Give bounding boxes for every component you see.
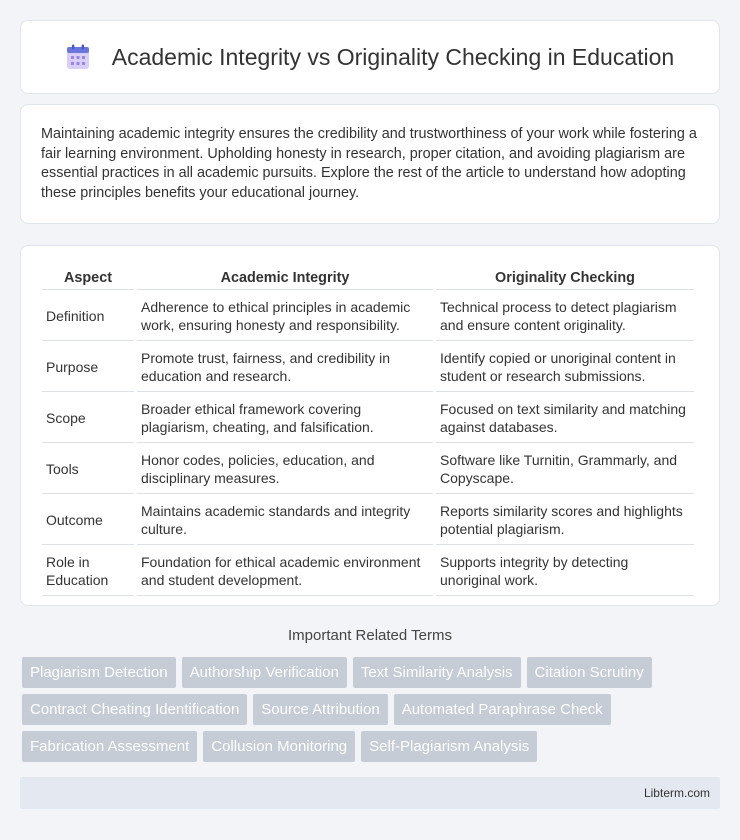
row-academic-integrity: Honor codes, policies, education, and disciplinary measures. — [137, 445, 433, 494]
tag-automated-paraphrase-check[interactable]: Automated Paraphrase Check — [394, 694, 611, 725]
table-header-row — [42, 268, 694, 290]
comparison-table — [39, 266, 697, 598]
tag-text-similarity-analysis[interactable]: Text Similarity Analysis — [353, 657, 521, 688]
intro-card — [20, 104, 720, 224]
table-row — [42, 343, 694, 392]
row-aspect: Scope — [42, 394, 134, 443]
table-row — [42, 394, 694, 443]
header-aspect: Aspect — [42, 268, 134, 290]
tag-row — [22, 694, 722, 725]
row-aspect: Outcome — [42, 496, 134, 545]
calendar-icon — [66, 44, 90, 70]
table-row — [42, 496, 694, 545]
row-originality-checking: Supports integrity by detecting unoriginal work. — [436, 547, 694, 596]
tag-row — [22, 731, 722, 762]
tag-self-plagiarism-analysis[interactable]: Self-Plagiarism Analysis — [361, 731, 537, 762]
tag-row — [22, 657, 722, 688]
row-originality-checking: Identify copied or unoriginal content in student or research submissions. — [436, 343, 694, 392]
row-aspect: Tools — [42, 445, 134, 494]
footer-site-link[interactable]: Libterm.com — [643, 786, 710, 800]
row-academic-integrity: Broader ethical framework covering plagiarism, cheating, and falsification. — [137, 394, 433, 443]
tag-collusion-monitoring[interactable]: Collusion Monitoring — [203, 731, 355, 762]
related-terms-tags — [22, 657, 722, 768]
header-originality-checking: Originality Checking — [436, 268, 694, 290]
tag-fabrication-assessment[interactable]: Fabrication Assessment — [22, 731, 197, 762]
row-originality-checking: Reports similarity scores and highlights potential plagiarism. — [436, 496, 694, 545]
title-wrap — [66, 44, 674, 71]
header-academic-integrity: Academic Integrity — [137, 268, 433, 290]
row-originality-checking: Technical process to detect plagiarism and ensure content originality. — [436, 292, 694, 341]
row-academic-integrity: Maintains academic standards and integrity culture. — [137, 496, 433, 545]
intro-paragraph: Maintaining academic integrity ensures the credibility and trustworthiness of your work while fostering a fair learning environment. Upholding honesty in research, proper citation, and avoiding plagiarism are essential practices in all academic pursuits. Explore the rest of the article to understand how adopting these principles benefits your educational journey. — [41, 126, 697, 201]
row-aspect: Purpose — [42, 343, 134, 392]
row-academic-integrity: Foundation for ethical academic environment and student development. — [137, 547, 433, 596]
page-title: Academic Integrity vs Originality Checking in Education — [111, 43, 675, 70]
row-aspect: Role in Education — [42, 547, 134, 596]
tag-source-attribution[interactable]: Source Attribution — [253, 694, 387, 725]
row-academic-integrity: Promote trust, fairness, and credibility in education and research. — [137, 343, 433, 392]
row-originality-checking: Software like Turnitin, Grammarly, and Copyscape. — [436, 445, 694, 494]
header-card — [20, 20, 720, 94]
tag-plagiarism-detection[interactable]: Plagiarism Detection — [22, 657, 176, 688]
tag-contract-cheating-identification[interactable]: Contract Cheating Identification — [22, 694, 247, 725]
row-academic-integrity: Adherence to ethical principles in academic work, ensuring honesty and responsibility. — [137, 292, 433, 341]
tag-citation-scrutiny[interactable]: Citation Scrutiny — [527, 657, 652, 688]
table-row — [42, 292, 694, 341]
footer — [20, 777, 720, 809]
row-aspect: Definition — [42, 292, 134, 341]
row-originality-checking: Focused on text similarity and matching against databases. — [436, 394, 694, 443]
table-row — [42, 445, 694, 494]
tag-authorship-verification[interactable]: Authorship Verification — [182, 657, 347, 688]
related-terms-heading: Important Related Terms — [288, 627, 452, 644]
table-row — [42, 547, 694, 596]
comparison-table-card — [20, 245, 720, 606]
